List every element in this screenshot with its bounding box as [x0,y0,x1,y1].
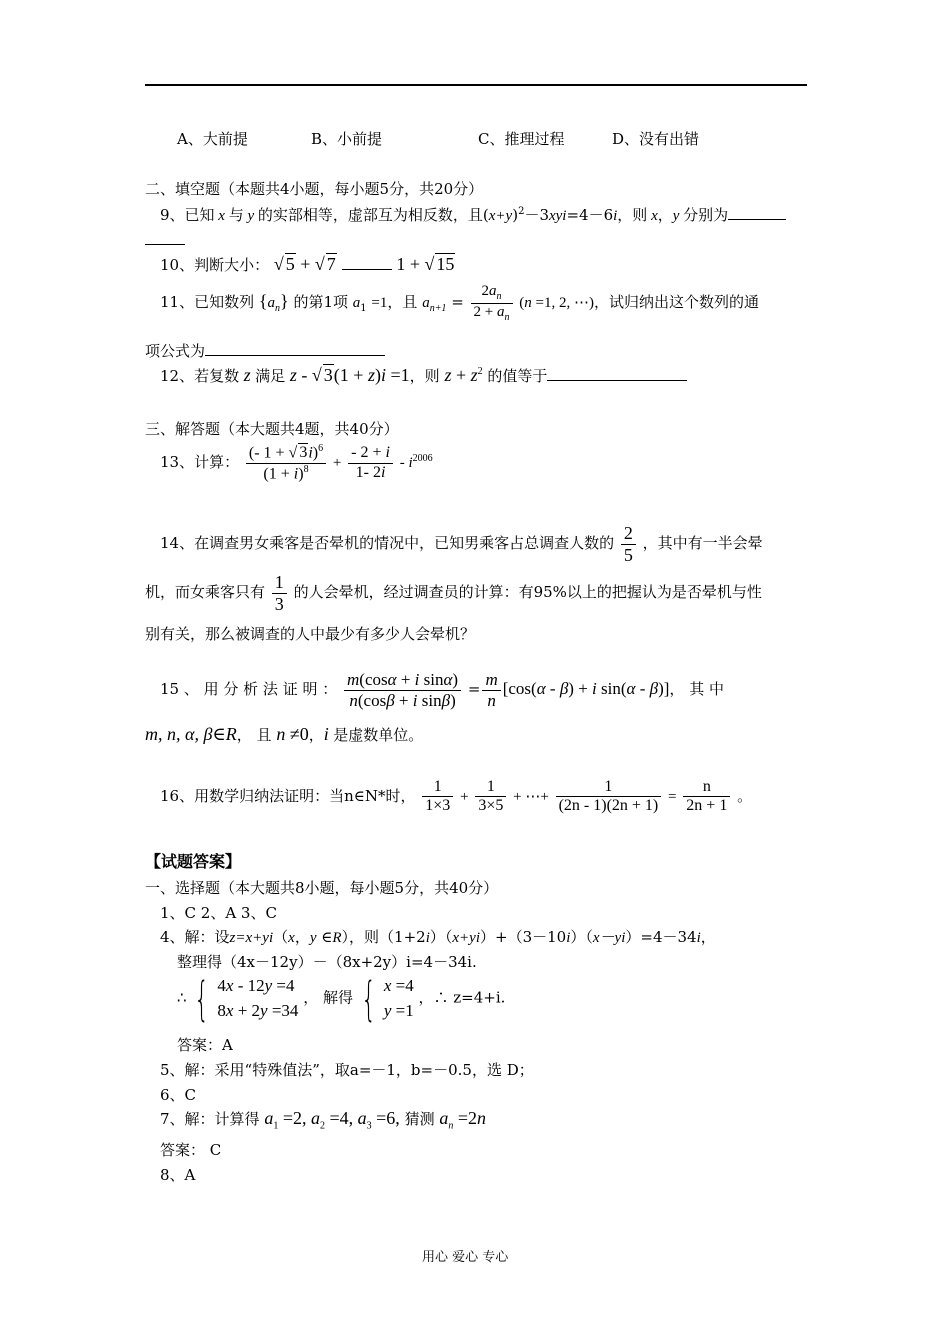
question-12: 12、若复数 z 满足 z - √ 3(1 + z)i =1，则 $z + z^2$ 的值等于 [160,365,687,387]
option-c: C、推理过程 [478,130,565,148]
question-16: 16、用数学归纳法证明：当n∈N*时， $\frac{1}{1\times 3}$ + $\frac{1}{3\times 5}$ + ⋯+ $\frac{1}{(2n - 1)(2n + 1)}$ = $\frac{n}{2n + 1}$ 。 [160,778,753,815]
answers-1-3: 1、C 2、A 3、C [160,904,277,922]
answers-heading: 【试题答案】 [145,852,242,871]
answer-5: 5、解：采用“特殊值法”，取a=－1，b=－0.5，选 D； [160,1061,534,1079]
answer-4-line1: 4、解：设z=x+yi（x，y ∈R），则（1+2i）（x+yi）+（3－10i）（x－yi）=4－34i， [160,928,716,946]
question-9: 9、已知 x 与 y 的实部相等，虚部互为相反数，且$(x+y)^2-3xyi=4-6i$，则 x，y 分别为 [160,205,786,225]
answer-8: 8、A [160,1166,196,1184]
question-14-line1: 14、在调查男女乘客是否晕机的情况中，已知男乘客占总调查人数的 $\frac{2}{5}$ ，其中有一半会晕 [160,523,763,565]
question-13: 13、计算： $\frac{(- 1 + √ 3i)^6}{(1 + i)^8}$ + $\frac{- 2 + i}{1- 2i}$ - $i^{2006}$ [160,443,433,483]
answer-4-system: ∴ { 4x - 12y =4 8x + 2y =34 ， 解得 { x =4 y =1 ，∴ z=4+i. [177,971,506,1026]
option-d: D、没有出错 [612,130,700,148]
answer-6: 6、C [160,1086,197,1104]
section2-heading: 二、填空题（本题共4小题，每小题5分，共20分） [145,180,484,198]
question-15: 15 、 用 分 析 法 证 明 ： $\frac{\text{m(cosα + i sinα)}}{\text{n(cosβ + i sinβ)}}$ = $\frac{m}{n}$ [cos(α - β) + i sin(α - β)]， 其 中 [160,670,724,710]
header-rule [145,84,807,86]
question-11-line2: 项公式为 [145,341,385,360]
option-b: B、小前提 [311,130,383,148]
section3-heading: 三、解答题（本大题共4题，共40分） [145,420,399,438]
question-11: 11、已知数列 $\{a_n\}$ 的第1项 $a_1 =1$，且 $a_{n+1}$ = $\frac{2a_n}{2 + a_n}$ (n =1, 2, ⋯)，试归纳出这个数列的通 [160,283,760,323]
question-14-line3: 别有关，那么被调查的人中最少有多少人会晕机？ [145,625,476,643]
answer-4-line2: 整理得（4x－12y）－（8x+2y）i=4－34i. [177,953,477,971]
question-9-blank-cont [145,230,185,249]
question-15-line2: m, n, α, β∈R， 且 n ≠0，i 是虚数单位。 [145,724,424,744]
option-a: A、大前提 [177,130,248,148]
answers-section1: 一、选择题（本大题共8小题，每小题5分，共40分） [145,879,499,897]
question-10: 10、判断大小： √ 5 + √ 7 1 + √ 15 [160,254,455,274]
answer-7: 7、解：计算得 $a_1 =2$, $a_2 =4$, $a_3 =6$, 猜测 $a_n =2n$ [160,1108,487,1132]
question-14-line2: 机，而女乘客只有 $\frac{1}{3}$ 的人会晕机，经过调查员的计算：有95%以上的把握认为是否晕机与性 [145,572,762,614]
page-footer: 用心 爱心 专心 [422,1250,509,1265]
answer-7-result: 答案： C [160,1141,222,1159]
answer-4-result: 答案：A [177,1036,233,1054]
